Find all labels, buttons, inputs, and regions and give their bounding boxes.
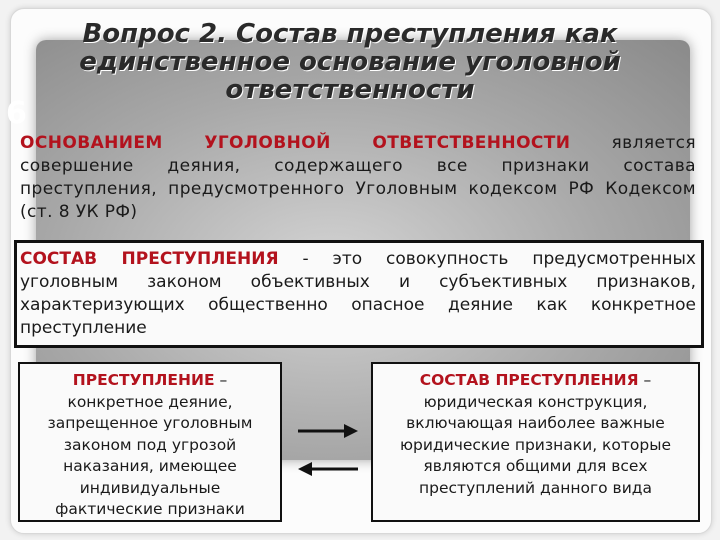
corpus-line-3: юридические признаки, которые (399, 435, 672, 454)
corpus-line-1: юридическая конструкция, (423, 392, 648, 411)
corpus-line-2: включающая наиболее важные (406, 414, 665, 432)
title-line-2: единственное основание уголовной (79, 47, 621, 77)
corpus-delicti-definition-box (371, 362, 700, 522)
slide-title (30, 20, 670, 104)
crime-heading-dash: – (214, 371, 228, 389)
corpus-term: СОСТАВ ПРЕСТУПЛЕНИЯ (20, 249, 279, 269)
arrow-left-icon (296, 456, 360, 482)
title-line-1: Вопрос 2. Состав преступления как (82, 19, 618, 49)
corpus-line-4: являются общими для всех (423, 457, 648, 475)
title-line-3: ответственности (225, 75, 475, 105)
crime-line-3: законом под угрозой (63, 435, 237, 454)
arrow-right-icon (296, 418, 360, 444)
crime-definition-box (18, 362, 282, 522)
crime-line-6: фактические признаки (55, 500, 245, 518)
crime-heading-line (20, 370, 280, 392)
corpus-line-5: преступлений данного вида (419, 478, 652, 497)
crime-heading: ПРЕСТУПЛЕНИЕ (72, 371, 215, 389)
corpus-definition: - это совокупность предусмотренных уголовным законом объективных и субъективных признаков, характеризующих общественно опасное деяние как конкретное преступление (20, 249, 696, 338)
basis-definition: является совершение деяния, содержащего все признаки состава преступления, предусмотренного Уголовным кодексом РФ Кодексом (ст. 8 УК РФ) (20, 133, 696, 222)
crime-line-5: индивидуальные (79, 478, 221, 497)
corpus-heading-line (373, 370, 698, 392)
corpus-heading: СОСТАВ ПРЕСТУПЛЕНИЯ (419, 371, 639, 389)
definition-basis-paragraph (20, 132, 696, 224)
crime-line-2: запрещенное уголовным (47, 414, 253, 432)
basis-term: ОСНОВАНИЕМ УГОЛОВНОЙ ОТВЕТСТВЕННОСТИ (20, 133, 571, 153)
crime-line-4: наказания, имеющее (63, 457, 237, 475)
corpus-heading-dash: – (638, 371, 652, 389)
crime-line-1: конкретное деяние, (67, 392, 233, 411)
corpus-delicti-paragraph (20, 248, 696, 340)
slide-number: 6 (6, 96, 27, 131)
